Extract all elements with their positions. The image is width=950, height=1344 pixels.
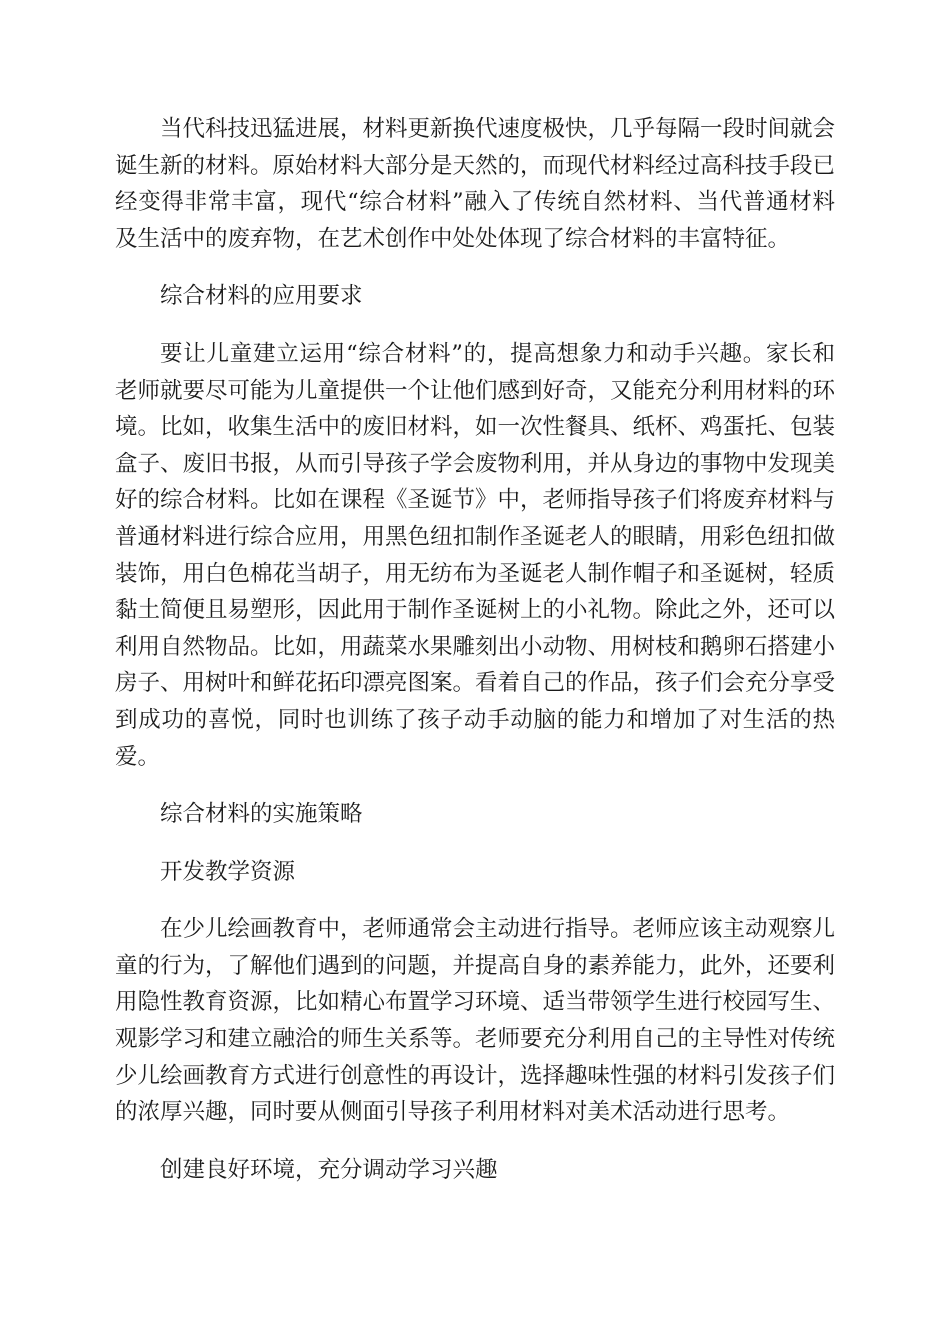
section-heading-strategy: 综合材料的实施策略: [160, 801, 363, 828]
paragraph-application: 要让儿童建立运用“综合材料”的，提高想象力和动手兴趣。家长和老师就要尽可能为儿童提供一个让他们感到好奇，又能充分利用材料的环境。比如，收集生活中的废旧材料，如一次性餐具、纸杯、鸡蛋托、包装盒子、废旧书报，从而引导孩子学会废物利用，并从身边的事物中发现美好的综合材料。比如在课程《圣诞节》中，老师指导孩子们将废弃材料与普通材料进行综合应用，用黑色纽扣制作圣诞老人的眼睛，用彩色纽扣做装饰，用白色棉花当胡子，用无纺布为圣诞老人制作帽子和圣诞树，轻质黏土简便且易塑形，因此用于制作圣诞树上的小礼物。除此之外，还可以利用自然物品。比如，用蔬菜水果雕刻出小动物、用树枝和鹅卵石搭建小房子、用树叶和鲜花拓印漂亮图案。看着自己的作品，孩子们会充分享受到成功的喜悦，同时也训练了孩子动手动脑的能力和增加了对生活的热爱。: [115, 340, 836, 770]
section-heading-application: 综合材料的应用要求: [160, 283, 363, 310]
paragraph-resources: 在少儿绘画教育中，老师通常会主动进行指导。老师应该主动观察儿童的行为，了解他们遇到的问题，并提高自身的素养能力，此外，还要利用隐性教育资源，比如精心布置学习环境、适当带领学生进行校园写生、观影学习和建立融洽的师生关系等。老师要充分利用自己的主导性对传统少儿绘画教育方式进行创意性的再设计，选择趣味性强的材料引发孩子们的浓厚兴趣，同时要从侧面引导孩子利用材料对美术活动进行思考。: [115, 916, 836, 1126]
subsection-heading-resources: 开发教学资源: [160, 858, 296, 885]
document-body: [115, 111, 835, 1188]
subsection-heading-environment: 创建良好环境，充分调动学习兴趣: [160, 1156, 498, 1183]
paragraph-intro: 当代科技迅猛进展，材料更新换代速度极快，几乎每隔一段时间就会诞生新的材料。原始材料大部分是天然的，而现代材料经过高科技手段已经变得非常丰富，现代“综合材料”融入了传统自然材料、当代普通材料及生活中的废弃物，在艺术创作中处处体现了综合材料的丰富特征。: [115, 116, 836, 252]
